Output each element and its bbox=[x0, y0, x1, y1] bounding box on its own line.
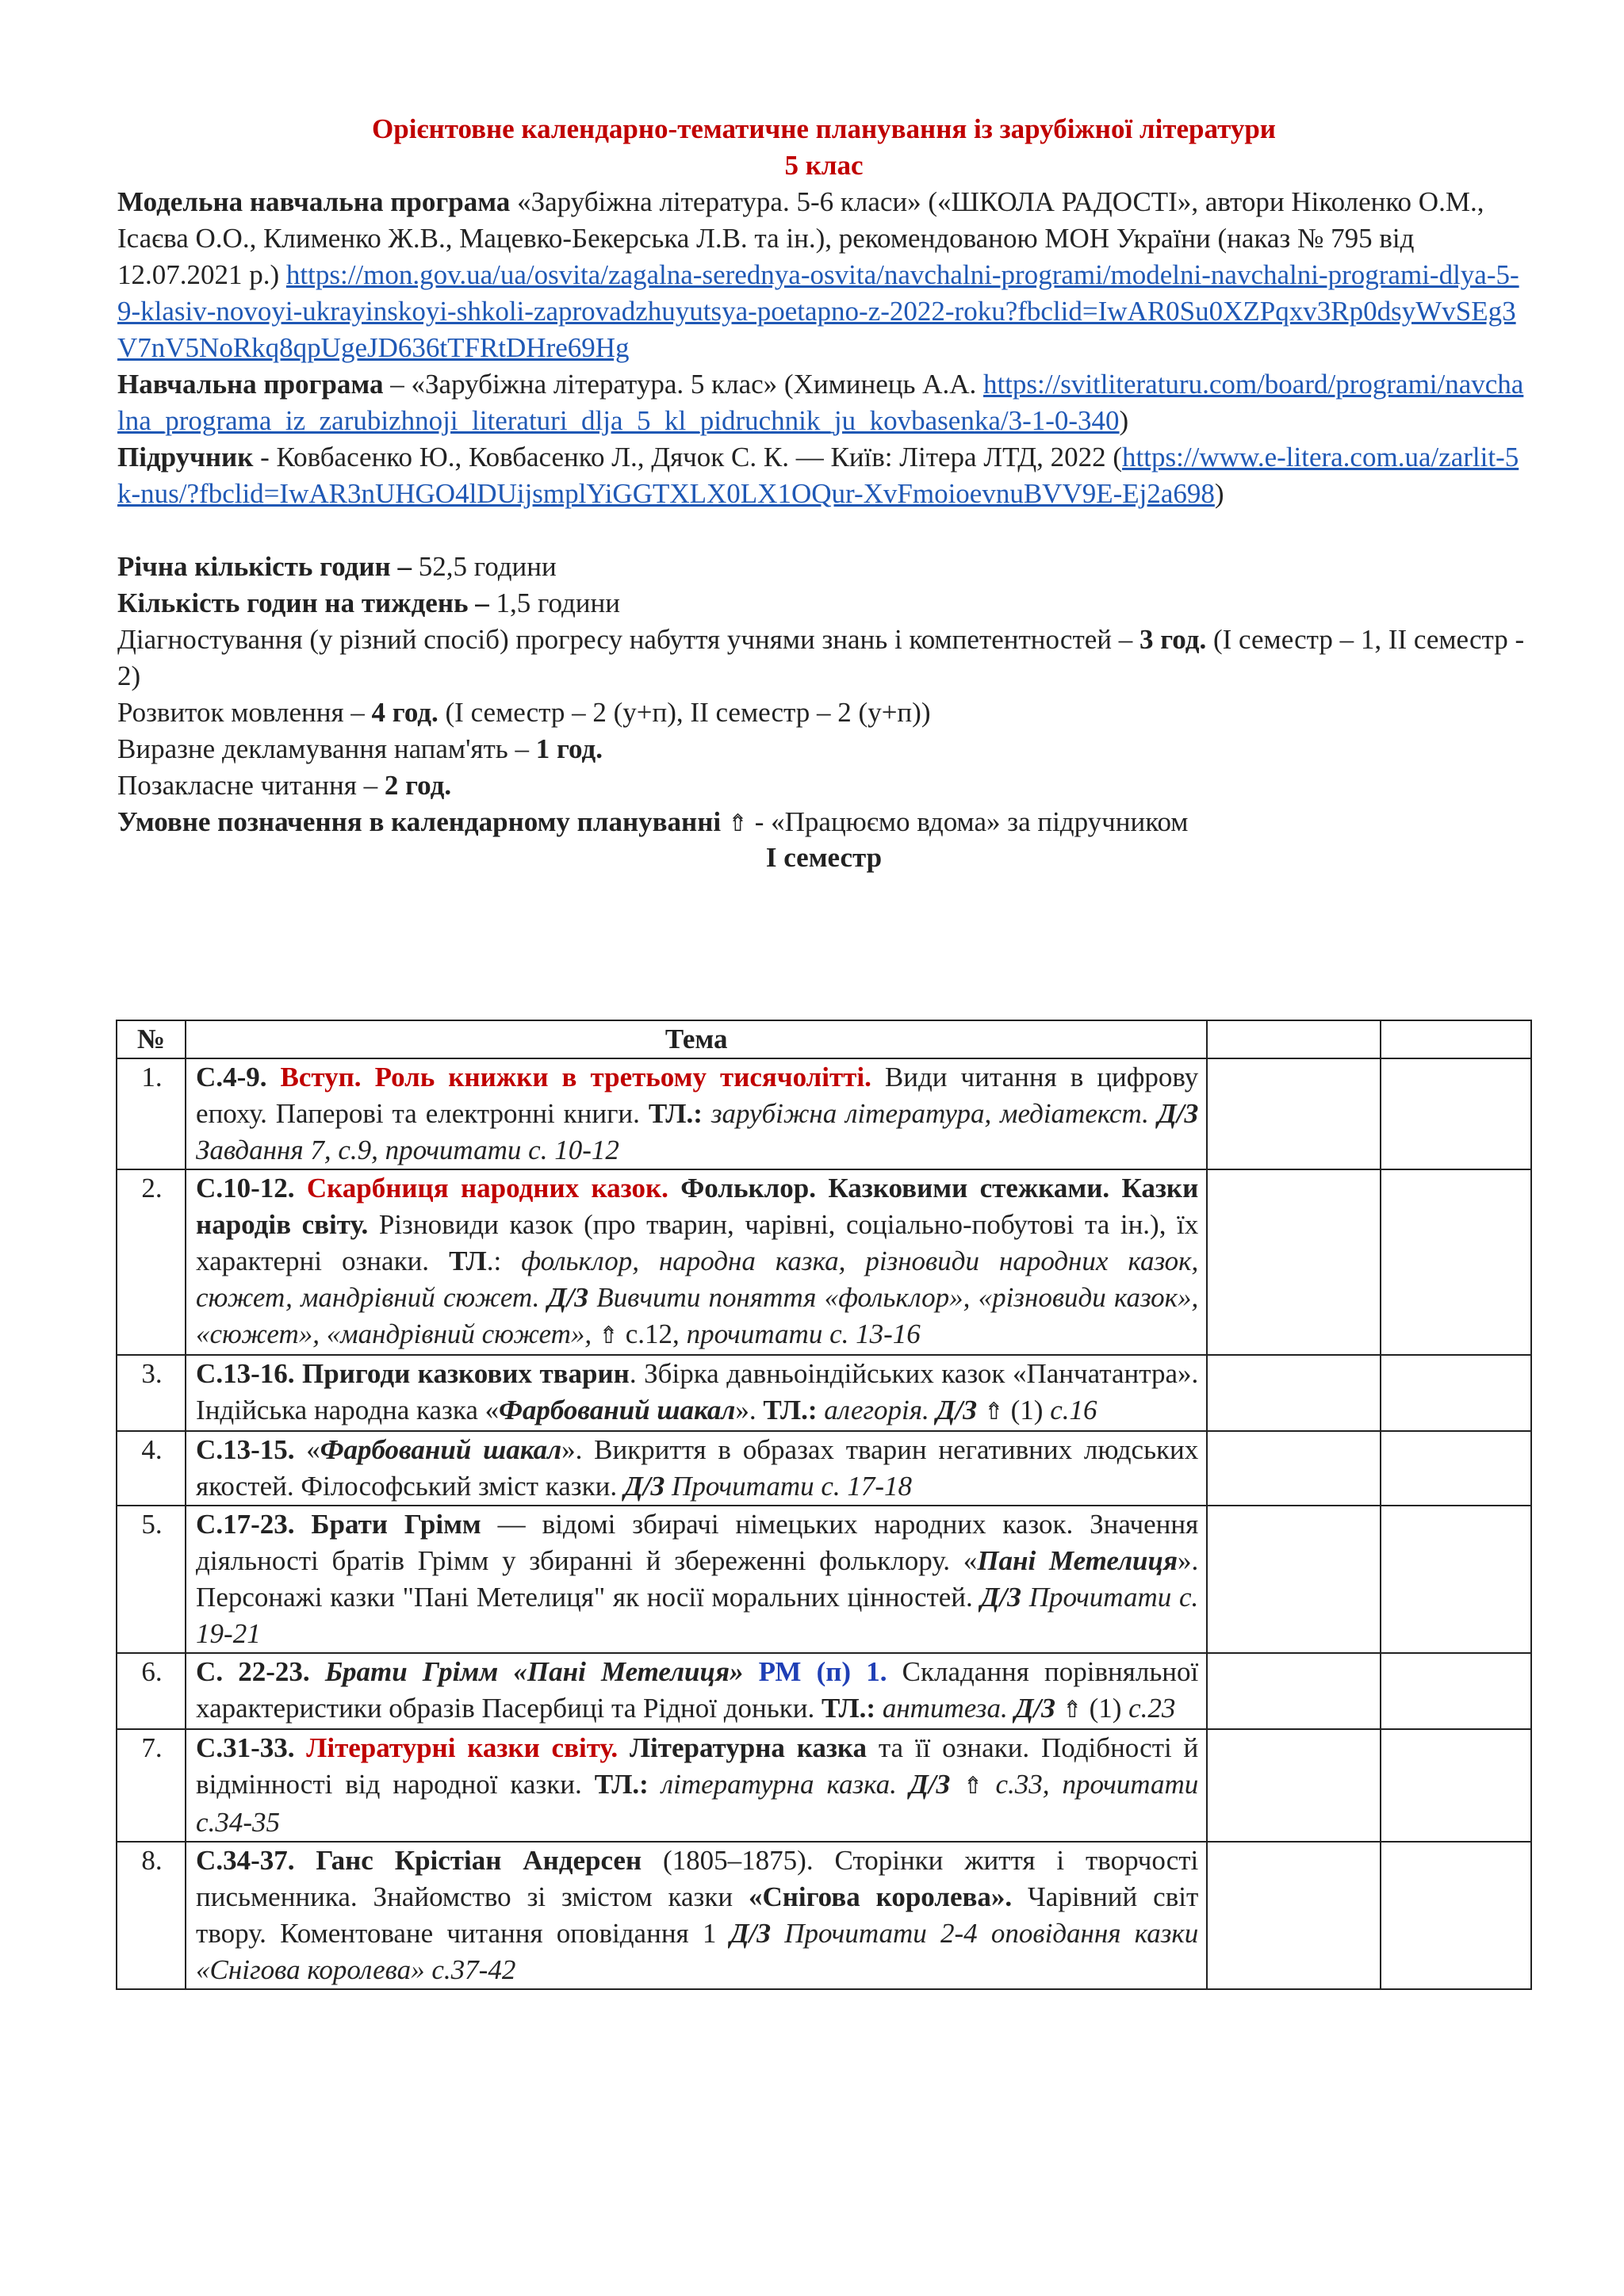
topic-text: (1805–1875). Сторінки життя і творчості письменника. Знайомство зі змістом казки bbox=[196, 1845, 1199, 1912]
speech-tail: (I семестр – 2 (у+п), II семестр – 2 (у+п)) bbox=[438, 697, 931, 728]
terms-text: літературна казка. bbox=[648, 1769, 910, 1800]
model-program-link[interactable]: https://mon.gov.ua/ua/osvita/zagalna-serednya-osvita/navchalni-programi/modelni-navchalni-programi-dlya-5-9-klasiv-novoyi-ukrayinskoyi-shkoli-zaprovadzhuyutsya-poetapno-z-2022-roku?fbclid=IwAR0Su0XZPqxv3Rp0dsyWvSEg3V7nV5NoRkq8qpUgeJD636tTFRtDHre69Hg bbox=[117, 259, 1519, 363]
table-row bbox=[117, 1169, 1531, 1355]
quote-open: « bbox=[294, 1434, 320, 1465]
recite-hours: 1 год. bbox=[535, 733, 603, 764]
topic-text: Види читання в цифрову епоху. Паперові та електронні книги. bbox=[196, 1062, 1199, 1129]
work-title: Пані Метелиця bbox=[977, 1545, 1178, 1576]
row-date-cell bbox=[1207, 1431, 1381, 1506]
textbook-close: ) bbox=[1214, 478, 1224, 509]
table-row bbox=[117, 1729, 1531, 1842]
work-title: Брати Грімм «Пані Метелиця» bbox=[324, 1656, 744, 1687]
row-note-cell bbox=[1381, 1431, 1531, 1506]
row-topic bbox=[186, 1729, 1207, 1842]
row-date-cell bbox=[1207, 1729, 1381, 1842]
topic-text: та її ознаки. Подібності й відмінності від народної казки. bbox=[196, 1732, 1199, 1800]
extra-reading-line bbox=[117, 767, 1530, 804]
row-date-cell bbox=[1207, 1506, 1381, 1653]
model-program-label: Модельна навчальна програма bbox=[117, 186, 511, 217]
table-row bbox=[117, 1058, 1531, 1169]
textbook-paragraph bbox=[117, 439, 1530, 512]
extra-reading-hours: 2 год. bbox=[384, 770, 452, 801]
speech-text: Розвиток мовлення – bbox=[117, 697, 372, 728]
speech-hours: 4 год. bbox=[371, 697, 439, 728]
plan-table bbox=[116, 1020, 1532, 1990]
row-date-cell bbox=[1207, 1653, 1381, 1729]
model-program-text: «Зарубіжна література. 5-6 класи» («ШКОЛА РАДОСТІ», автори Ніколенко О.М., Ісаєва О.О., Клименко Ж.В., Мацевко-Бекерська Л.В. та ін.), рекомендованою МОН України (наказ № 795 від 12.07.2021 р.) bbox=[117, 186, 1484, 290]
terms-label: ТЛ.: bbox=[594, 1769, 649, 1800]
hours-week-label: Кількість годин на тиждень – bbox=[117, 587, 496, 618]
homework-label: Д/З bbox=[1157, 1098, 1199, 1129]
homework-page: с.12, bbox=[619, 1318, 687, 1349]
terms-label: ТЛ bbox=[449, 1246, 487, 1276]
row-date-cell bbox=[1207, 1355, 1381, 1431]
home-work-icon: ⇮ bbox=[963, 1773, 983, 1799]
home-work-icon: ⇮ bbox=[727, 810, 748, 836]
home-work-icon: ⇮ bbox=[598, 1322, 619, 1349]
terms-text: антитеза. bbox=[875, 1693, 1015, 1724]
row-topic bbox=[186, 1058, 1207, 1169]
row-note-cell bbox=[1381, 1842, 1531, 1989]
topic-text-end: Чарівний світ твору. Коментоване читання оповідання 1 bbox=[196, 1881, 1199, 1949]
page-ref: С.13-15. bbox=[196, 1434, 295, 1465]
legend-label: Умовне позначення в календарному плануванні bbox=[117, 806, 728, 837]
row-note-cell bbox=[1381, 1729, 1531, 1842]
speech-development-label: РМ (п) 1. bbox=[743, 1656, 887, 1687]
homework-page: с.23 bbox=[1128, 1693, 1176, 1724]
table-row bbox=[117, 1842, 1531, 1989]
table-row bbox=[117, 1506, 1531, 1653]
program-paragraph bbox=[117, 366, 1530, 439]
topic-title: Скарбниця народних казок. bbox=[306, 1173, 668, 1203]
row-number: 6. bbox=[117, 1653, 186, 1729]
row-topic bbox=[186, 1842, 1207, 1989]
terms-label: ТЛ.: bbox=[763, 1395, 818, 1425]
textbook-text: - Ковбасенко Ю., Ковбасенко Л., Дячок С. К. — Київ: Літера ЛТД, 2022 ( bbox=[253, 442, 1123, 473]
table-row bbox=[117, 1431, 1531, 1506]
row-date-cell bbox=[1207, 1842, 1381, 1989]
homework-label: Д/З bbox=[1014, 1693, 1055, 1724]
table-row bbox=[117, 1653, 1531, 1729]
row-note-cell bbox=[1381, 1355, 1531, 1431]
table-header-row bbox=[117, 1020, 1531, 1058]
homework-text: Прочитати с. 17-18 bbox=[665, 1471, 913, 1502]
homework-text: Завдання 7, с.9, прочитати с. 10-12 bbox=[196, 1135, 619, 1165]
program-label: Навчальна програма bbox=[117, 369, 384, 400]
homework-label: Д/З bbox=[980, 1582, 1021, 1613]
speech-line bbox=[117, 695, 1530, 731]
page-ref: С.10-12. bbox=[196, 1173, 307, 1203]
row-topic bbox=[186, 1169, 1207, 1355]
page-ref: С.4-9. bbox=[196, 1062, 281, 1093]
topic-title: Літературні казки світу. bbox=[306, 1732, 619, 1763]
textbook-label: Підручник bbox=[117, 442, 254, 473]
topic-title: С.34-37. Ганс Крістіан Андерсен bbox=[196, 1845, 642, 1876]
topic-text: . Збірка давньоіндійських казок «Панчатантра». Індійська народна казка « bbox=[196, 1358, 1199, 1425]
row-date-cell bbox=[1207, 1169, 1381, 1355]
page-ref: С. 22-23. bbox=[196, 1656, 325, 1687]
recite-text: Виразне декламування напам'ять – bbox=[117, 733, 536, 764]
topic-text: Складання порівняльної характеристики образів Пасербиці та Рідної доньки. bbox=[196, 1656, 1199, 1724]
document-title: Орієнтовне календарно-тематичне планування із зарубіжної літератури bbox=[372, 113, 1276, 144]
program-close: ) bbox=[1119, 405, 1129, 436]
homework-label: Д/З bbox=[936, 1395, 978, 1425]
row-number: 8. bbox=[117, 1842, 186, 1989]
home-work-icon: ⇮ bbox=[983, 1399, 1004, 1425]
model-program-paragraph bbox=[117, 184, 1530, 366]
row-note-cell bbox=[1381, 1169, 1531, 1355]
program-link[interactable]: https://svitliteraturu.com/board/programi/navchalna_programa_iz_zarubizhnoji_literaturi_dlja_5_kl_pidruchnik_ju_kovbasenka/3-1-0-340 bbox=[117, 369, 1524, 436]
homework-label: Д/З bbox=[547, 1282, 589, 1313]
legend-tail: - «Працюємо вдома» за підручником bbox=[747, 806, 1189, 837]
row-note-cell bbox=[1381, 1506, 1531, 1653]
homework-label: Д/З bbox=[623, 1471, 665, 1502]
terms-label: ТЛ.: bbox=[821, 1693, 876, 1724]
row-number: 7. bbox=[117, 1729, 186, 1842]
extra-reading-text: Позакласне читання – bbox=[117, 770, 385, 801]
row-number: 1. bbox=[117, 1058, 186, 1169]
row-note-cell bbox=[1381, 1058, 1531, 1169]
col-extra2-header bbox=[1381, 1020, 1531, 1058]
homework-text: Вивчити поняття «фольклор», «різновиди казок», «сюжет», «мандрівний сюжет», bbox=[196, 1282, 1199, 1349]
homework-text: с.33, прочитати с.34-35 bbox=[196, 1769, 1199, 1838]
document-header bbox=[117, 111, 1530, 874]
homework-reading: прочитати с. 13-16 bbox=[686, 1318, 921, 1349]
topic-text-end: ». Персонажі казки "Пані Метелиця" як носії моральних цінностей. bbox=[196, 1545, 1199, 1613]
homework-page: с.16 bbox=[1050, 1395, 1097, 1425]
terms-text: зарубіжна література, медіатекст. bbox=[702, 1098, 1158, 1129]
homework-label: Д/З bbox=[909, 1769, 951, 1800]
row-number: 2. bbox=[117, 1169, 186, 1355]
work-title: Фарбований шакал bbox=[499, 1395, 736, 1425]
terms-text: алегорія. bbox=[817, 1395, 936, 1425]
textbook-link[interactable]: https://www.e-litera.com.ua/zarlit-5k-nus/?fbclid=IwAR3nUHGO4lDUijsmplYiGGTXLX0LX1OQur-XvFmoioevnuBVV9E-Ej2a698 bbox=[117, 442, 1519, 509]
topic-title: Вступ. Роль книжки в третьому тисячолітті. bbox=[280, 1062, 871, 1093]
work-title: Фарбований шакал bbox=[320, 1434, 562, 1465]
topic-title: С.13-16. Пригоди казкових тварин bbox=[196, 1358, 630, 1389]
diagnostics-text: Діагностування (у різний спосіб) прогресу набуття учнями знань і компетентностей – bbox=[117, 624, 1140, 655]
row-number: 3. bbox=[117, 1355, 186, 1431]
table-row bbox=[117, 1355, 1531, 1431]
terms-label: ТЛ.: bbox=[648, 1098, 703, 1129]
program-text: – «Зарубіжна література. 5 клас» (Химинець А.А. bbox=[383, 369, 983, 400]
topic-subtitle: Літературна казка bbox=[618, 1732, 868, 1763]
topic-text: ». Викриття в образах тварин негативних людських якостей. Філософський зміст казки. bbox=[196, 1434, 1199, 1502]
row-topic bbox=[186, 1355, 1207, 1431]
page-ref: С.31-33. bbox=[196, 1732, 307, 1763]
row-date-cell bbox=[1207, 1058, 1381, 1169]
row-topic bbox=[186, 1431, 1207, 1506]
topic-text: — відомі збирачі німецьких народних казок. Значення діяльності братів Грімм у збиранні й збереженні фольклору. « bbox=[196, 1509, 1199, 1576]
terms-colon: .: bbox=[486, 1246, 522, 1276]
home-work-icon: ⇮ bbox=[1062, 1697, 1082, 1723]
hours-year-value: 52,5 години bbox=[418, 551, 557, 582]
hours-week-value: 1,5 години bbox=[496, 587, 620, 618]
recite-line bbox=[117, 731, 1530, 767]
topic-text-end: ». bbox=[735, 1395, 764, 1425]
diagnostics-tail: (I семестр – 1, II семестр - 2) bbox=[117, 624, 1525, 691]
col-number-header: № bbox=[117, 1020, 186, 1058]
homework-text: Прочитати с. 19-21 bbox=[196, 1582, 1199, 1649]
legend-line bbox=[117, 804, 1530, 842]
topic-title: С.17-23. Брати Грімм bbox=[196, 1509, 481, 1540]
diagnostics-line bbox=[117, 622, 1530, 695]
row-topic bbox=[186, 1506, 1207, 1653]
homework-text: Прочитати 2-4 оповідання казки «Снігова королева» с.37-42 bbox=[196, 1918, 1199, 1985]
row-number: 5. bbox=[117, 1506, 186, 1653]
homework-task: (1) bbox=[1003, 1395, 1051, 1425]
row-note-cell bbox=[1381, 1653, 1531, 1729]
col-topic-header: Тема bbox=[186, 1020, 1207, 1058]
semester-heading: І семестр bbox=[765, 842, 883, 873]
row-number: 4. bbox=[117, 1431, 186, 1506]
terms-text: фольклор, народна казка, різновиди народних казок, сюжет, мандрівний сюжет. bbox=[196, 1246, 1199, 1313]
work-title: «Снігова королева». bbox=[748, 1881, 1013, 1912]
hours-year-label: Річна кількість годин – bbox=[117, 551, 419, 582]
topic-subtitle: Фольклор. Казковими стежками. Казки народів світу. bbox=[196, 1173, 1199, 1240]
grade-title: 5 клас bbox=[784, 150, 864, 181]
col-extra1-header bbox=[1207, 1020, 1381, 1058]
topic-text: Різновиди казок (про тварин, чарівні, соціально-побутові та ін.), їх характерні ознаки. bbox=[196, 1209, 1199, 1276]
hours-week-line bbox=[117, 585, 1530, 622]
homework-label: Д/З bbox=[730, 1918, 772, 1949]
diagnostics-hours: 3 год. bbox=[1139, 624, 1207, 655]
homework-task: (1) bbox=[1082, 1693, 1129, 1724]
hours-year-line bbox=[117, 549, 1530, 585]
row-topic bbox=[186, 1653, 1207, 1729]
